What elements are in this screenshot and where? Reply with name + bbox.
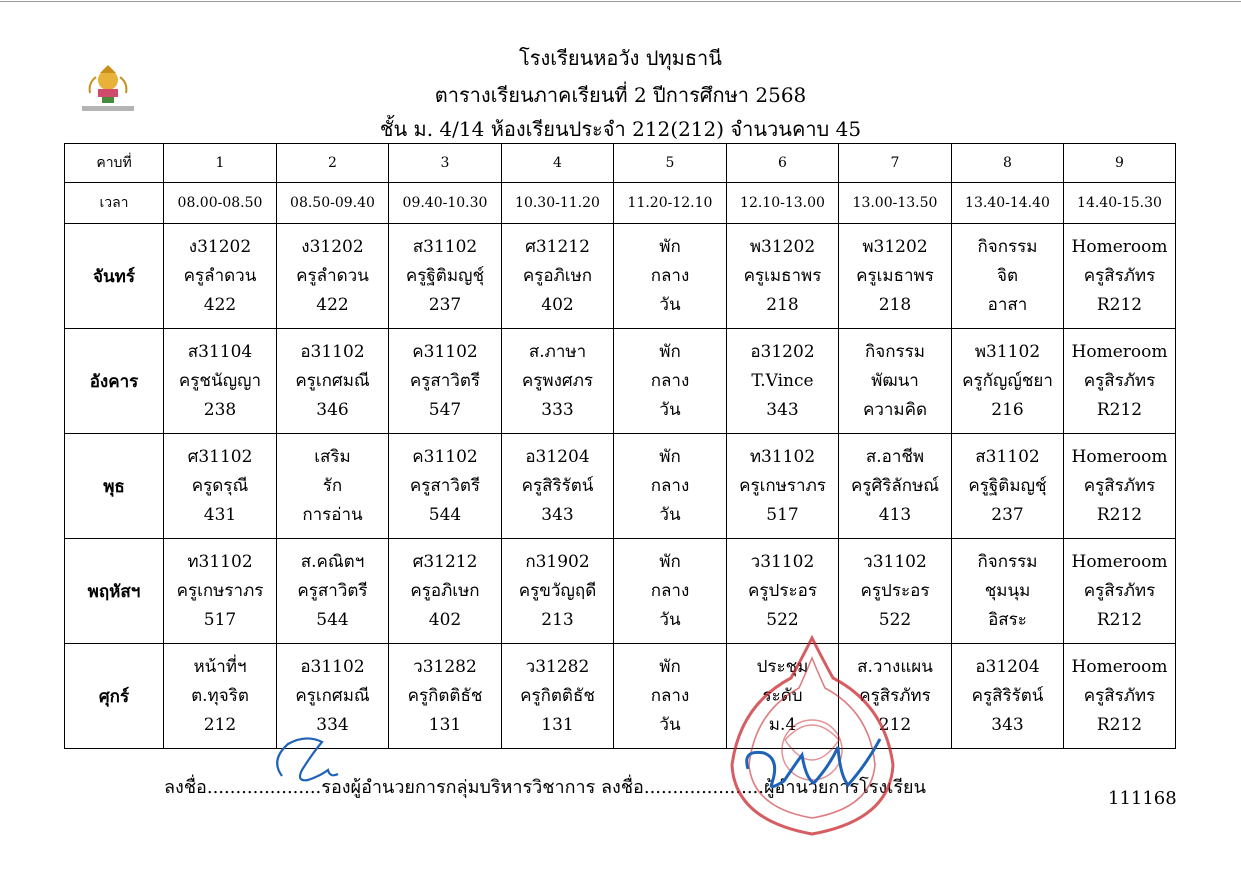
period-time: 08.50-09.40 xyxy=(277,183,389,224)
teacher-name: ครูสาวิตรี xyxy=(409,370,481,391)
schedule-cell xyxy=(389,329,502,434)
room-number: 333 xyxy=(541,399,574,420)
subject-code: กิจกรรม xyxy=(977,551,1038,572)
top-border-line xyxy=(0,1,1241,2)
schedule-cell xyxy=(164,224,277,329)
teacher-name: กลาง xyxy=(650,265,690,286)
teacher-name: ครูเกษราภร xyxy=(176,580,264,601)
room-number: 547 xyxy=(428,399,462,420)
schedule-cell xyxy=(164,539,277,644)
teacher-name: ชุมนุม xyxy=(984,580,1031,601)
teacher-name: รัก xyxy=(322,475,343,496)
day-name: พุธ xyxy=(65,434,164,539)
subject-code: ว31282 xyxy=(413,656,477,677)
room-number: 517 xyxy=(766,504,799,525)
schedule-cell xyxy=(839,539,952,644)
room-number: วัน xyxy=(659,294,681,315)
schedule-cell xyxy=(614,539,727,644)
teacher-name: ครูกิตติธัช xyxy=(407,685,483,706)
teacher-name: ครูฐิติมญชุ์ xyxy=(968,475,1047,496)
day-row xyxy=(65,434,1176,539)
teacher-name: ครูสาวิตรี xyxy=(297,580,368,601)
schedule-cell xyxy=(839,224,952,329)
time-label: เวลา xyxy=(65,183,164,224)
teacher-name: ครูเมธาพร xyxy=(856,265,934,286)
subject-code: Homeroom xyxy=(1071,341,1168,362)
room-number: 413 xyxy=(878,504,912,525)
subject-code: อ31204 xyxy=(975,656,1040,677)
subject-code: หน้าที่ฯ xyxy=(193,656,247,677)
teacher-name: ครูสิรภัทร xyxy=(1083,265,1156,286)
room-number: 422 xyxy=(316,294,349,315)
subject-code: ส.วางแผน xyxy=(857,656,933,677)
teacher-name: ครูศิริลักษณ์ xyxy=(850,475,940,496)
period-number: 3 xyxy=(389,144,502,183)
room-number: วัน xyxy=(659,399,681,420)
subject-code: พ31102 xyxy=(974,341,1041,362)
schedule-cell xyxy=(839,329,952,434)
time-row xyxy=(65,183,1176,224)
term-title: ตารางเรียนภาคเรียนที่ 2 ปีการศึกษา 2568 xyxy=(434,83,807,107)
schedule-cell xyxy=(952,224,1064,329)
schedule-cell xyxy=(614,224,727,329)
schedule-cell xyxy=(952,329,1064,434)
subject-code: ศ31212 xyxy=(525,236,590,257)
room-number: ม.4 xyxy=(768,714,797,735)
schedule-cell xyxy=(1064,434,1176,539)
room-number: 343 xyxy=(766,399,799,420)
subject-code: ท31102 xyxy=(749,446,816,467)
schedule-cell xyxy=(389,434,502,539)
day-row xyxy=(65,644,1176,749)
period-number: 5 xyxy=(614,144,727,183)
subject-code: ง31202 xyxy=(301,236,364,257)
day-name: อังคาร xyxy=(65,329,164,434)
subject-code: ส31102 xyxy=(412,236,478,257)
teacher-name: ระดับ xyxy=(762,685,803,706)
schedule-cell xyxy=(502,224,614,329)
schedule-cell xyxy=(277,539,389,644)
subject-code: พัก xyxy=(659,446,681,467)
room-number: 544 xyxy=(316,609,349,630)
subject-code: พัก xyxy=(659,656,681,677)
period-number: 8 xyxy=(952,144,1064,183)
period-time: 12.10-13.00 xyxy=(727,183,839,224)
teacher-name: ครูสิรภัทร xyxy=(1083,580,1156,601)
schedule-cell xyxy=(164,329,277,434)
subject-code: ค31102 xyxy=(412,446,478,467)
room-number: 343 xyxy=(991,714,1024,735)
teacher-name: ครูสิรภัทร xyxy=(859,685,931,706)
subject-code: กิจกรรม xyxy=(977,236,1038,257)
teacher-name: กลาง xyxy=(650,370,690,391)
teacher-name: ครูประอร xyxy=(860,580,930,601)
teacher-name: กลาง xyxy=(650,475,690,496)
teacher-name: ครูอภิเษก xyxy=(522,265,593,286)
room-number: 402 xyxy=(428,609,462,630)
room-number: วัน xyxy=(659,714,681,735)
teacher-name: ครูประอร xyxy=(748,580,817,601)
room-number: 212 xyxy=(878,714,912,735)
subject-code: ศ31212 xyxy=(412,551,478,572)
day-name: พฤหัสฯ xyxy=(65,539,164,644)
teacher-name: ครูสิรภัทร xyxy=(1083,475,1156,496)
period-number: 7 xyxy=(839,144,952,183)
subject-code: พ31202 xyxy=(749,236,816,257)
teacher-name: ครูลำดวน xyxy=(296,265,369,286)
teacher-name: ครูสิรภัทร xyxy=(1083,370,1156,391)
schedule-cell xyxy=(614,329,727,434)
room-number: 218 xyxy=(766,294,799,315)
schedule-cell xyxy=(952,539,1064,644)
class-info: ชั้น ม. 4/14 ห้องเรียนประจำ 212(212) จำนวนคาบ 45 xyxy=(379,117,862,141)
room-number: R212 xyxy=(1096,294,1143,315)
vice-director-signature-icon xyxy=(268,734,348,790)
period-time: 14.40-15.30 xyxy=(1064,183,1176,224)
period-time: 13.00-13.50 xyxy=(839,183,952,224)
subject-code: ศ31102 xyxy=(187,446,253,467)
schedule-cell xyxy=(952,644,1064,749)
room-number: 422 xyxy=(203,294,237,315)
subject-code: Homeroom xyxy=(1071,656,1168,677)
teacher-name: ครูเกศมณี xyxy=(295,370,370,391)
teacher-name: ครูพงศภร xyxy=(521,370,594,391)
room-number: 544 xyxy=(428,504,462,525)
room-number: 522 xyxy=(766,609,799,630)
period-number: 1 xyxy=(164,144,277,183)
schedule-cell xyxy=(727,539,839,644)
subject-code: ว31102 xyxy=(750,551,815,572)
schedule-cell xyxy=(389,224,502,329)
schedule-cell xyxy=(502,539,614,644)
room-number: 402 xyxy=(541,294,574,315)
schedule-cell xyxy=(1064,539,1176,644)
subject-code: พัก xyxy=(659,341,681,362)
room-number: 237 xyxy=(428,294,462,315)
teacher-name: ต.ทุจริต xyxy=(191,685,249,706)
subject-code: กิจกรรม xyxy=(864,341,925,362)
period-number: 9 xyxy=(1064,144,1176,183)
schedule-cell xyxy=(502,434,614,539)
room-number: R212 xyxy=(1096,609,1143,630)
signature-line: ลงชื่อ....................รองผู้อำนวยการกลุ่มบริหารวิชาการ ลงชื่อ.....................ผู้อำนวยการโรงเรียน xyxy=(164,777,926,798)
day-name: ศุกร์ xyxy=(65,644,164,749)
room-number: วัน xyxy=(659,504,681,525)
room-number: 238 xyxy=(203,399,237,420)
schedule-cell xyxy=(839,434,952,539)
day-name: จันทร์ xyxy=(65,224,164,329)
timetable xyxy=(64,143,1176,749)
room-number: ความคิด xyxy=(862,399,928,420)
schedule-cell xyxy=(952,434,1064,539)
room-number: R212 xyxy=(1096,504,1143,525)
room-number: 346 xyxy=(316,399,349,420)
room-number: 213 xyxy=(541,609,574,630)
period-number: 4 xyxy=(502,144,614,183)
period-time: 09.40-10.30 xyxy=(389,183,502,224)
schedule-cell xyxy=(1064,224,1176,329)
subject-code: พัก xyxy=(659,551,681,572)
day-row xyxy=(65,539,1176,644)
room-number: 212 xyxy=(203,714,237,735)
subject-code: อ31202 xyxy=(750,341,815,362)
subject-code: ค31102 xyxy=(412,341,478,362)
room-number: อิสระ xyxy=(988,609,1027,630)
room-number: 517 xyxy=(203,609,237,630)
schedule-cell xyxy=(614,434,727,539)
subject-code: ก31902 xyxy=(525,551,590,572)
teacher-name: ครูอภิเษก xyxy=(410,580,480,601)
subject-code: ท31102 xyxy=(187,551,253,572)
room-number: 343 xyxy=(541,504,574,525)
subject-code: ส31104 xyxy=(187,341,253,362)
subject-code: ส31102 xyxy=(975,446,1040,467)
room-number: R212 xyxy=(1096,399,1143,420)
document-code: 111168 xyxy=(1108,788,1177,809)
schedule-cell xyxy=(1064,644,1176,749)
teacher-name: ครูชนัญญา xyxy=(178,370,262,391)
subject-code: อ31102 xyxy=(300,341,365,362)
subject-code: Homeroom xyxy=(1071,236,1168,257)
teacher-name: ครูเกศมณี xyxy=(295,685,370,706)
room-number: 131 xyxy=(428,714,462,735)
director-signature-icon xyxy=(740,735,890,795)
subject-code: Homeroom xyxy=(1071,551,1168,572)
teacher-name: ครูกิตติธัช xyxy=(520,685,595,706)
room-number: 522 xyxy=(878,609,912,630)
day-row xyxy=(65,224,1176,329)
room-number: R212 xyxy=(1096,714,1143,735)
schedule-cell xyxy=(277,329,389,434)
schedule-cell xyxy=(164,644,277,749)
subject-code: ง31202 xyxy=(188,236,252,257)
school-title: โรงเรียนหอวัง ปทุมธานี xyxy=(519,46,722,70)
schedule-cell xyxy=(727,224,839,329)
schedule-cell xyxy=(1064,329,1176,434)
period-time: 11.20-12.10 xyxy=(614,183,727,224)
schedule-cell xyxy=(389,539,502,644)
room-number: วัน xyxy=(659,609,681,630)
teacher-name: ครูลำดวน xyxy=(183,265,257,286)
subject-code: อ31204 xyxy=(525,446,590,467)
subject-code: ว31282 xyxy=(525,656,590,677)
day-row xyxy=(65,329,1176,434)
subject-code: พัก xyxy=(659,236,681,257)
schedule-cell xyxy=(502,329,614,434)
subject-code: ส.ภาษา xyxy=(528,341,587,362)
schedule-cell xyxy=(389,644,502,749)
schedule-cell xyxy=(727,329,839,434)
schedule-cell xyxy=(277,644,389,749)
teacher-name: ครูเมธาพร xyxy=(743,265,822,286)
schedule-cell xyxy=(614,644,727,749)
schedule-cell xyxy=(502,644,614,749)
teacher-name: ครูดรุณี xyxy=(191,475,249,496)
teacher-name: ครูสิรภัทร xyxy=(1083,685,1156,706)
period-time: 08.00-08.50 xyxy=(164,183,277,224)
subject-code: Homeroom xyxy=(1071,446,1168,467)
room-number: 431 xyxy=(203,504,237,525)
teacher-name: ครูฐิติมญชุ์ xyxy=(405,265,485,286)
teacher-name: ครูเกษราภร xyxy=(739,475,826,496)
subject-code: ส.คณิตฯ xyxy=(300,551,365,572)
teacher-name: ครูขวัญฤดี xyxy=(518,580,597,601)
subject-code: พ31202 xyxy=(862,236,928,257)
subject-code: ส.อาชีพ xyxy=(865,446,925,467)
teacher-name: ครูสาวิตรี xyxy=(409,475,481,496)
period-time: 13.40-14.40 xyxy=(952,183,1064,224)
teacher-name: ครูสิริรัตน์ xyxy=(971,685,1044,706)
room-number: 216 xyxy=(991,399,1024,420)
subject-code: อ31102 xyxy=(300,656,365,677)
room-number: 131 xyxy=(541,714,574,735)
teacher-name: T.Vince xyxy=(751,370,814,391)
teacher-name: ครูกัญญ์ชยา xyxy=(962,370,1053,391)
teacher-name: กลาง xyxy=(650,685,690,706)
teacher-name: จิต xyxy=(996,265,1018,286)
period-number: 6 xyxy=(727,144,839,183)
schedule-cell xyxy=(277,434,389,539)
schedule-cell xyxy=(727,434,839,539)
period-header-row xyxy=(65,144,1176,183)
room-number: 334 xyxy=(316,714,349,735)
teacher-name: ครูสิริรัตน์ xyxy=(521,475,594,496)
subject-code: ประชุม xyxy=(756,656,809,677)
room-number: 218 xyxy=(878,294,912,315)
teacher-name: พัฒนา xyxy=(871,370,919,391)
period-label: คาบที่ xyxy=(65,144,164,183)
room-number: 237 xyxy=(991,504,1024,525)
subject-code: ว31102 xyxy=(863,551,927,572)
room-number: การอ่าน xyxy=(302,504,363,525)
teacher-name: กลาง xyxy=(650,580,690,601)
schedule-cell xyxy=(277,224,389,329)
period-time: 10.30-11.20 xyxy=(502,183,614,224)
schedule-cell xyxy=(164,434,277,539)
room-number: อาสา xyxy=(987,294,1028,315)
period-number: 2 xyxy=(277,144,389,183)
subject-code: เสริม xyxy=(314,446,351,467)
